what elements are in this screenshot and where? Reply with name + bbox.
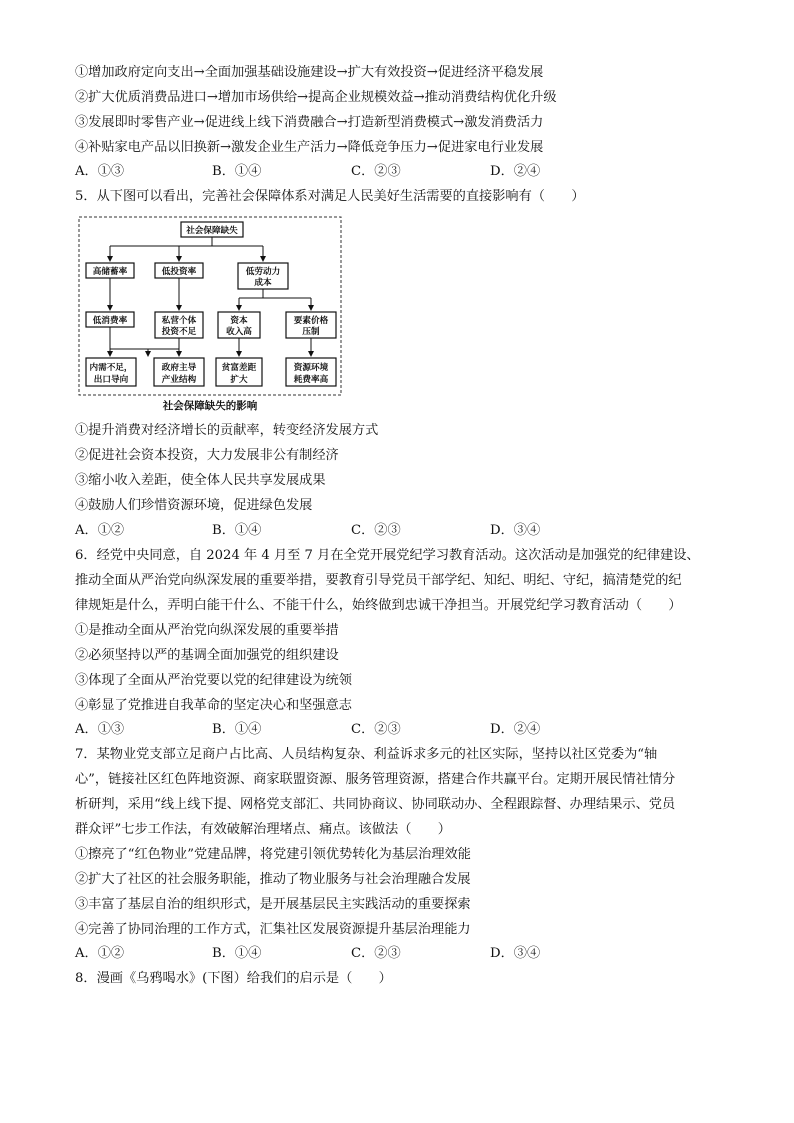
q7-item-3: ③丰富了基层自治的组织形式，是开展基层民主实践活动的重要探索 xyxy=(75,897,471,912)
box-top-label: 社会保障缺失 xyxy=(186,226,238,236)
box-factor-price-label-1: 要素价格 xyxy=(293,316,329,326)
box-low-investment-label: 低投资率 xyxy=(161,267,197,277)
q4-item-4: ④补贴家电产品以旧换新→激发企业生产活力→降低竞争压力→促进家电行业发展 xyxy=(75,140,544,155)
q4-option-c[interactable]: C．②③ xyxy=(351,164,401,179)
q6-item-3: ③体现了全面从严治党要以党的纪律建设为统领 xyxy=(75,673,352,688)
q5-option-d[interactable]: D．③④ xyxy=(490,523,541,538)
box-private-investment-label-1: 私营个体 xyxy=(161,316,197,326)
box-factor-price-label-2: 压制 xyxy=(302,327,320,337)
q4-item-3: ③发展即时零售产业→促进线上线下消费融合→打造新型消费模式→激发消费活力 xyxy=(75,115,544,130)
box-wealth-gap-label-2: 扩大 xyxy=(230,375,248,385)
q6-item-4: ④彰显了党推进自我革命的坚定决心和坚强意志 xyxy=(75,698,352,713)
q5-option-a[interactable]: A．①② xyxy=(75,523,125,538)
q6-item-2: ②必须坚持以严的基调全面加强党的组织建设 xyxy=(75,648,339,663)
q6-stem-line-1: 6．经党中央同意，自 2024 年 4 月至 7 月在全党开展党纪学习教育活动。这次活动是加强党的纪律建设、 xyxy=(75,548,700,563)
q7-option-d[interactable]: D．③④ xyxy=(490,946,541,961)
box-low-labor-cost-label-2: 成本 xyxy=(254,278,272,288)
q5-stem: 5．从下图可以看出，完善社会保障体系对满足人民美好生活需要的直接影响有（ ） xyxy=(75,189,585,204)
q7-option-a[interactable]: A．①② xyxy=(75,946,125,961)
diagram-caption: 社会保障缺失的影响 xyxy=(162,400,258,412)
q6-item-1: ①是推动全面从严治党向纵深发展的重要举措 xyxy=(75,623,339,638)
box-low-consumption-label: 低消费率 xyxy=(92,316,128,326)
box-low-labor-cost-label-1: 低劳动力 xyxy=(245,267,281,277)
box-resource-cost-label-1: 资源环境 xyxy=(293,363,329,373)
q4-option-a[interactable]: A．①③ xyxy=(75,164,125,179)
q4-option-b[interactable]: B．①④ xyxy=(212,164,262,179)
q7-stem-line-4: 群众评”七步工作法，有效破解治理堵点、痛点。该做法（ ） xyxy=(75,822,451,837)
q7-item-4: ④完善了协同治理的工作方式，汇集社区发展资源提升基层治理能力 xyxy=(75,922,471,937)
box-gov-industry-label-1: 政府主导 xyxy=(161,363,197,373)
q7-item-1: ①擦亮了“红色物业”党建品牌，将党建引领优势转化为基层治理效能 xyxy=(75,847,471,862)
q6-stem-line-3: 律规矩是什么，弄明白能干什么、不能干什么，始终做到忠诚干净担当。开展党纪学习教育活动（ ） xyxy=(75,598,682,613)
q6-option-b[interactable]: B．①④ xyxy=(212,722,262,737)
q6-option-c[interactable]: C．②③ xyxy=(351,722,401,737)
q5-item-4: ④鼓励人们珍惜资源环境，促进绿色发展 xyxy=(75,498,313,513)
q7-stem-line-1: 7．某物业党支部立足商户占比高、人员结构复杂、利益诉求多元的社区实际，坚持以社区党委为“轴 xyxy=(75,747,658,762)
box-high-savings-label: 高储蓄率 xyxy=(92,267,128,277)
box-weak-demand-label-1: 内需不足， xyxy=(89,363,133,373)
q4-option-d[interactable]: D．②④ xyxy=(490,164,541,179)
q5-item-1: ①提升消费对经济增长的贡献率，转变经济发展方式 xyxy=(75,423,379,438)
q6-stem-line-2: 推动全面从严治党向纵深发展的重要举措，要教育引导党员干部学纪、知纪、明纪、守纪，搞清楚党的纪 xyxy=(75,573,682,588)
box-capital-income-label-2: 收入高 xyxy=(226,327,252,337)
q7-option-c[interactable]: C．②③ xyxy=(351,946,401,961)
box-weak-demand-label-2: 出口导向 xyxy=(93,375,129,385)
q8-stem: 8．漫画《乌鸦喝水》(下图）给我们的启示是（ ） xyxy=(75,971,392,986)
q7-stem-line-3: 析研判，采用“线上线下提、网格党支部汇、共同协商议、协同联动办、全程跟踪督、办理结果示、党员 xyxy=(75,797,676,812)
box-wealth-gap-label-1: 贫富差距 xyxy=(221,363,257,373)
q4-item-1: ①增加政府定向支出→全面加强基础设施建设→扩大有效投资→促进经济平稳发展 xyxy=(75,65,544,80)
box-resource-cost-label-2: 耗费率高 xyxy=(293,375,329,385)
box-private-investment-label-2: 投资不足 xyxy=(161,327,197,337)
q7-item-2: ②扩大了社区的社会服务职能，推动了物业服务与社会治理融合发展 xyxy=(75,872,471,887)
social-security-diagram xyxy=(78,216,342,412)
box-capital-income-label-1: 资本 xyxy=(230,316,248,326)
q5-item-2: ②促进社会资本投资，大力发展非公有制经济 xyxy=(75,448,339,463)
q5-item-3: ③缩小收入差距，使全体人民共享发展成果 xyxy=(75,473,326,488)
q4-item-2: ②扩大优质消费品进口→增加市场供给→提高企业规模效益→推动消费结构优化升级 xyxy=(75,90,557,105)
box-gov-industry-label-2: 产业结构 xyxy=(161,375,197,385)
q5-option-c[interactable]: C．②③ xyxy=(351,523,401,538)
q6-option-d[interactable]: D．②④ xyxy=(490,722,541,737)
q5-option-b[interactable]: B．①④ xyxy=(212,523,262,538)
q7-option-b[interactable]: B．①④ xyxy=(212,946,262,961)
q7-stem-line-2: 心”，链接社区红色阵地资源、商家联盟资源、服务管理资源，搭建合作共赢平台。定期开展民情社情分 xyxy=(75,772,676,787)
q6-option-a[interactable]: A．①③ xyxy=(75,722,125,737)
